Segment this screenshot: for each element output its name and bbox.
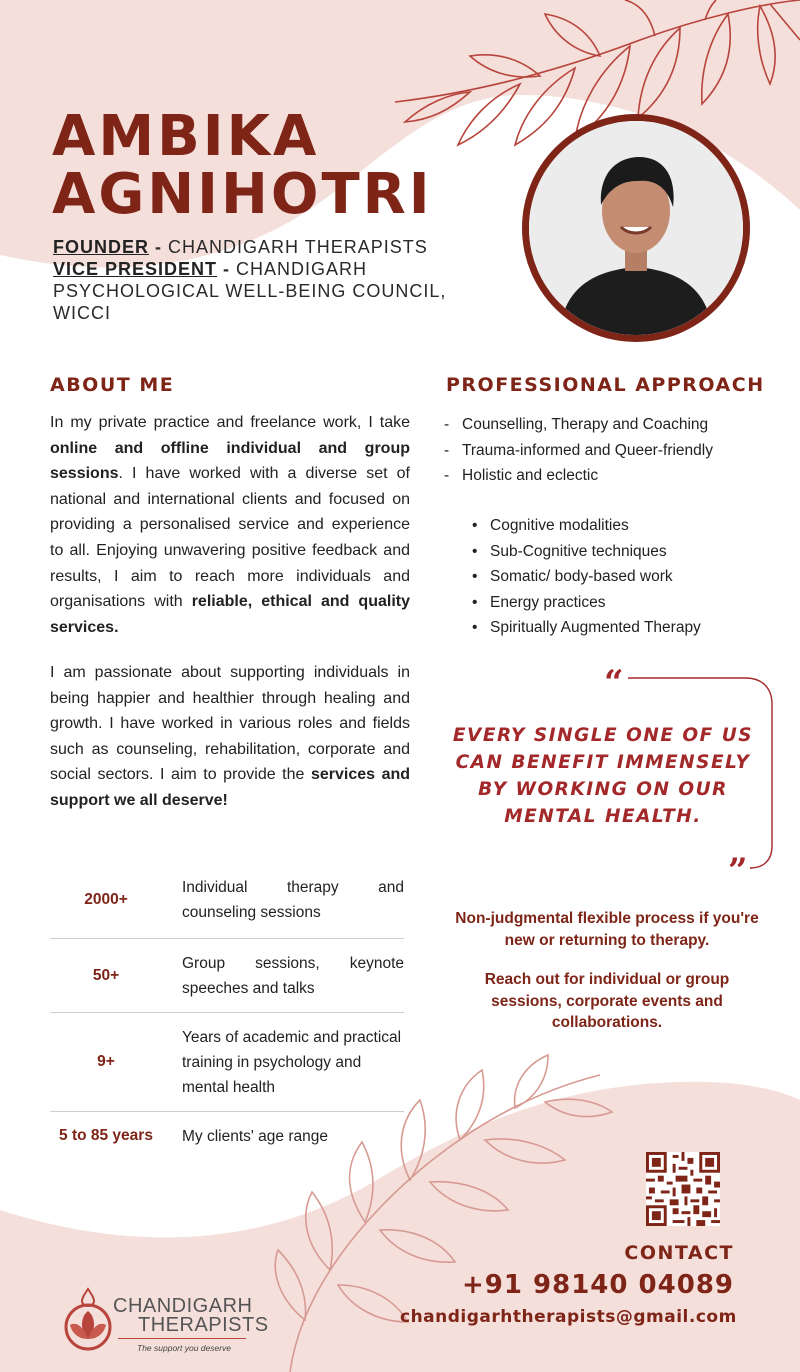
role-founder: FOUNDER - CHANDIGARH THERAPISTS <box>53 237 428 257</box>
note-reach-out: Reach out for individual or group sessions, corporate events and collaborations. <box>484 971 730 1031</box>
list-item: • Energy practices <box>472 590 701 616</box>
last-name: AGNIHOTRI <box>52 162 433 227</box>
logo-tagline: The support you deserve <box>137 1343 232 1353</box>
about-title: ABOUT ME <box>50 374 175 396</box>
note-flexible-process: Non-judgmental flexible process if you're new or returning to therapy. <box>455 910 759 949</box>
table-row <box>50 1013 404 1112</box>
contact-title: CONTACT <box>624 1242 734 1264</box>
portrait-illustration <box>529 121 743 335</box>
role-value: CHANDIGARH THERAPISTS <box>168 237 428 257</box>
roles-block <box>53 236 493 324</box>
role-vice-president: VICE PRESIDENT - CHANDIGARH PSYCHOLOGICAL WELL-BEING COUNCIL, WICCI <box>53 259 447 323</box>
about-p2-text-a: I am passionate about supporting individuals in being happier and healthier through healing and growth. I have worked in various roles and fields such as counseling, rehabilitation, corporate and social sectors. I aim to provide the <box>50 664 410 784</box>
table-row <box>50 1112 404 1160</box>
list-item: - Counselling, Therapy and Coaching <box>444 412 713 438</box>
list-item: • Cognitive modalities <box>472 513 701 539</box>
about-p1-text-a: In my private practice and freelance work, I take <box>50 414 410 431</box>
about-p1-text-c: . I have worked with a diverse set of national and international clients and focused on providing a personalised service and experience to all. Enjoying unwavering positive feedback and results, I aim to reach more individuals and organisations with <box>50 465 410 611</box>
stat-value: 5 to 85 years <box>59 1127 153 1144</box>
stat-description: My clients' age range <box>181 1127 328 1145</box>
stat-value: 2000+ <box>84 891 128 908</box>
logo-divider <box>118 1338 246 1339</box>
list-item: • Sub-Cognitive techniques <box>472 539 701 565</box>
table-row <box>50 862 404 939</box>
profile-photo-frame <box>522 114 750 342</box>
about-paragraph-2 <box>50 660 410 814</box>
about-p2-bold-b: services and support we all deserve! <box>50 766 411 809</box>
role-key: FOUNDER <box>53 237 149 257</box>
logo-wordmark-line1: CHANDIGARH <box>113 1295 253 1317</box>
stat-description: Individual therapy and counseling sessions <box>181 879 404 921</box>
role-key: VICE PRESIDENT <box>53 259 218 279</box>
table-row <box>50 939 404 1013</box>
close-quote-mark: ” <box>728 851 748 891</box>
first-name: AMBIKA <box>52 104 320 169</box>
stat-description: Years of academic and practical training in psychology and mental health <box>181 1028 402 1096</box>
list-item: • Spiritually Augmented Therapy <box>472 615 701 641</box>
about-p1-bold-b: online and offline individual and group sessions <box>50 439 410 483</box>
stats-table <box>50 862 404 1160</box>
profile-photo <box>529 121 743 335</box>
person-name <box>52 104 433 227</box>
stat-description: Group sessions, keynote speeches and talks <box>181 954 404 997</box>
about-p1-bold-d: reliable, ethical and quality services. <box>50 593 410 636</box>
open-quote-mark: “ <box>604 663 624 703</box>
list-item: - Trauma-informed and Queer-friendly <box>444 438 713 464</box>
role-value: CHANDIGARH PSYCHOLOGICAL WELL-BEING COUNCIL, WICCI <box>53 259 447 323</box>
stat-value: 9+ <box>97 1053 115 1070</box>
modalities-list <box>472 513 701 641</box>
about-paragraph-1 <box>50 410 410 640</box>
lotus-logo-icon <box>62 1287 114 1351</box>
stat-value: 50+ <box>92 966 120 984</box>
logo-wordmark-line2: THERAPISTS <box>138 1314 269 1336</box>
approach-list <box>444 412 713 489</box>
contact-phone[interactable]: +91 98140 04089 <box>462 1270 734 1300</box>
qr-code[interactable] <box>646 1152 720 1226</box>
list-item: - Holistic and eclectic <box>444 463 713 489</box>
list-item: • Somatic/ body-based work <box>472 564 701 590</box>
quote-text: EVERY SINGLE ONE OF US CAN BENEFIT IMMENSELY BY WORKING ON OUR MENTAL HEALTH. <box>452 725 754 827</box>
contact-email[interactable]: chandigarhtherapists@gmail.com <box>400 1307 737 1327</box>
approach-title: PROFESSIONAL APPROACH <box>446 374 765 396</box>
